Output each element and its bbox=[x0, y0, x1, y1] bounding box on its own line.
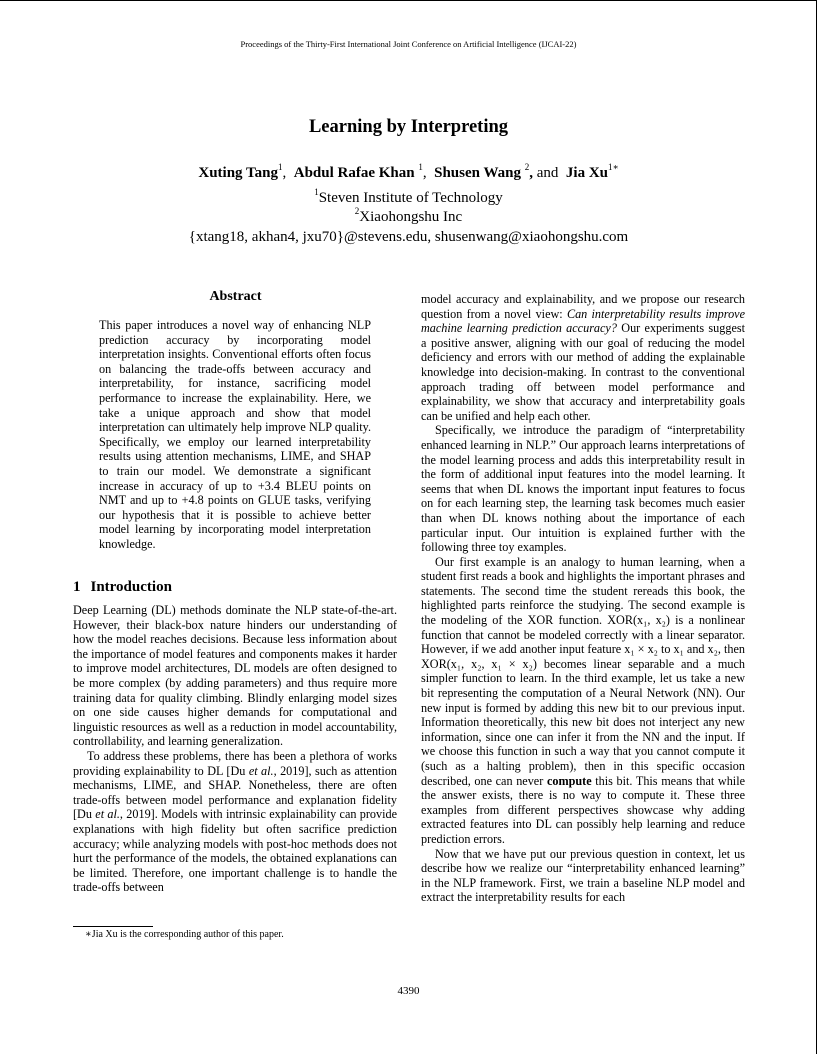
right-column bbox=[421, 292, 745, 905]
abstract-text: This paper introduces a novel way of enhancing NLP prediction accuracy by incorporating model interpretation insights. Conventional efforts often focus on balancing the trade-offs between accuracy and interpretability, for instance, sacrificing model performance to increase the explainability. Here, we take a unique approach and show that model interpretation can ultimately help improve NLP quality. Specifically, we employ our learned interpretability results using attention mechanisms, LIME, and SHAP to train our model. We demonstrate a significant increase in accuracy of up to +3.4 BLEU points on NMT and up to +4.8 points on GLUE tasks, verifying our hypothesis that it is possible to achieve better model learning by incorporating model interpretation knowledge. bbox=[99, 318, 371, 551]
abstract-heading: Abstract bbox=[209, 289, 262, 304]
paragraph: To address these problems, there has been a plethora of works providing explainability to DL [Du et al., 2019], such as attention mechanisms, LIME, and SHAP. Nonetheless, there are often trade-offs between model performance and explanation fidelity [Du et al., 2019]. Models with intrinsic explainability can provide explanations with high fidelity but often sacrifice prediction accuracy; while analyzing models with post-hoc methods does not hurt the performance of the models, the obtained explanations can be limited. Therefore, one important challenge is to handle the trade-offs between bbox=[73, 748, 398, 895]
citation-etal: et al. bbox=[95, 807, 120, 822]
affiliation bbox=[0, 188, 817, 207]
paragraph: model accuracy and explainability, and we propose our research question from a novel view: Can interpretability results improve machine learning prediction accuracy? Our experiments suggest a positive answer, aligning with our goal of reducing the model deficiency and errors with our method of adding the explainable knowledge into decision-making. In contrast to the conventional approach trading off between model performance and explainability, we show that accuracy and interpretability goals can be unified and help each other. bbox=[421, 292, 745, 423]
section-number: 1 bbox=[73, 579, 81, 595]
section-heading bbox=[73, 579, 172, 596]
author-separator: and bbox=[532, 165, 559, 181]
footnote: ∗Jia Xu is the corresponding author of this paper. bbox=[85, 929, 284, 940]
footnote-rule bbox=[73, 926, 153, 927]
paragraph: Now that we have put our previous question in context, let us describe how we realize our “interpretability enhanced learning” in the NLP framework. First, we train a baseline NLP model and extract the interpretability results for each bbox=[421, 846, 745, 905]
author-list bbox=[0, 163, 817, 182]
affiliation bbox=[0, 207, 817, 226]
citation-etal: et al. bbox=[248, 763, 274, 778]
affiliation-name: Steven Institute of Technology bbox=[318, 190, 503, 206]
section-title: Introduction bbox=[90, 579, 172, 595]
emphasis-compute: compute bbox=[546, 773, 592, 788]
author-affiliation-mark: 1∗ bbox=[608, 162, 619, 172]
author-emails: {xtang18, akhan4, jxu70}@stevens.edu, shusenwang@xiaohongshu.com bbox=[188, 229, 629, 245]
paper-title: Learning by Interpreting bbox=[308, 117, 509, 137]
paragraph: Deep Learning (DL) methods dominate the NLP state-of-the-art. However, their black-box nature hinders our understanding of how the model reaches decisions. Because less information about the importance of model features and components makes it harder to improve model architectures, DL models are often designed to be more complex (by adding parameters) and thus require more training data for quality climbing. Blindly enlarging model sizes on one side causes higher demands for computational and linguistic resources as well as a reduction in model accountability, controllability, and learning generalization. bbox=[73, 603, 397, 749]
author-name: Abdul Rafae Khan bbox=[293, 165, 415, 181]
paragraph: Specifically, we introduce the paradigm of “interpretability enhanced learning in NLP.” Our approach learns interpretations of the model learning process and adds this interpretability result in the form of additional input features into the model learning. It seems that when DL knows the important input features to focus on for each learning step, the learning task becomes much easier than when DL knows nothing about the importance of each particular input. Our intuition is explained further with the following three toy examples. bbox=[421, 423, 745, 555]
author-separator: , bbox=[422, 165, 427, 181]
author-separator: , bbox=[282, 165, 287, 181]
author-name: Jia Xu bbox=[565, 165, 608, 181]
intro-left-column bbox=[73, 603, 397, 895]
proceedings-header: Proceedings of the Thirty-First International Joint Conference on Artificial Intelligence (IJCAI-22) bbox=[240, 39, 577, 49]
author-affiliation-mark: 1 bbox=[418, 162, 423, 172]
affiliation-name: Xiaohongshu Inc bbox=[359, 209, 463, 225]
author-affiliation-mark: 2 bbox=[524, 162, 530, 172]
author-affiliation-mark: 1 bbox=[278, 162, 283, 172]
affiliation-mark: 1 bbox=[314, 187, 319, 197]
author-separator: , bbox=[529, 165, 533, 181]
paragraph: Our first example is an analogy to human learning, when a student first reads a book and highlights the important phrases and statements. The second time the student rereads this book, the highlighted parts reinforce the studying. The second example is the modeling of the XOR function. XOR(x₁, x₂) is a nonlinear function that cannot be modeled correctly with a linear separator. However, if we add another input feature x₁ × x₂ to x₁ and x₂, then XOR(x₁, x₂, x₁ × x₂) becomes linear separable and a much simpler function to learn. In the third example, let us take a new bit representing the computation of a Neural Network (NN). Our new input is formed by adding this new bit to our previous input. Information theoretically, this new bit does not interject any new information, since one can infer it from the NN and the input. If we choose this function in such a way that you cannot compute it (such as a halting problem), then in this specific occasion described, one can never compute this bit. This means that while the answer exists, there is no way to compute it. These three examples from different perspectives showcase why adding extracted features into DL can possibly help learning and reduce prediction errors. bbox=[421, 554, 745, 846]
affiliation-mark: 2 bbox=[354, 206, 360, 216]
author-name: Xuting Tang bbox=[198, 165, 278, 181]
page-number: 4390 bbox=[397, 985, 420, 997]
research-question: Can interpretability results improve machine learning prediction accuracy? bbox=[421, 306, 745, 336]
page-top-border bbox=[0, 0, 817, 1]
author-name: Shusen Wang bbox=[434, 165, 521, 181]
